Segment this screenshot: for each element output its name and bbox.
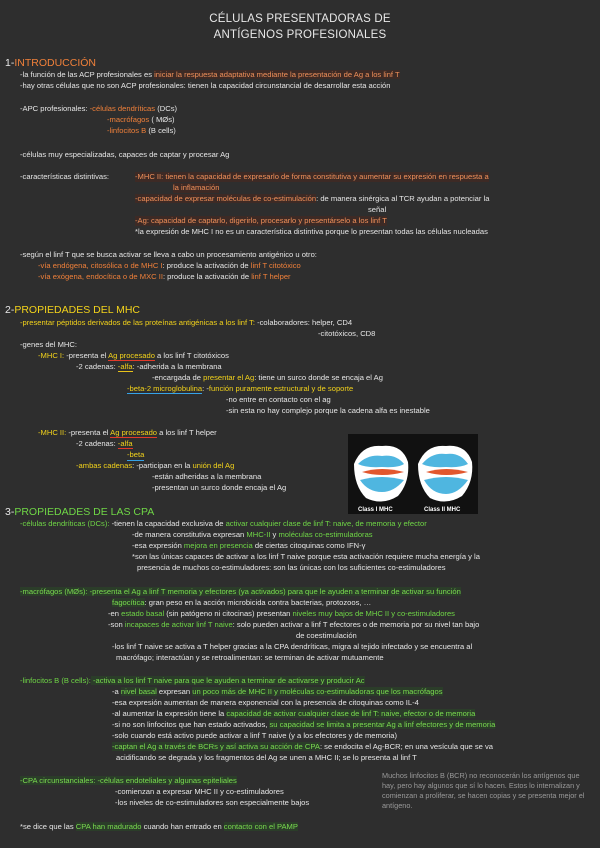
mf-line-6: macrófago; interactúan y se retroalimentan: se terminan de activar mutuamente — [116, 653, 384, 662]
lb-line-2-c: expresan — [156, 687, 193, 696]
mhc-structure-figure — [348, 434, 478, 514]
lb-line-8: acidificando se degrada y los fragmentos del Ag se unen a MHC II; se lo presenta al linf T — [116, 753, 417, 762]
dc-line-2-d: moléculas co-estimuladoras — [278, 530, 373, 539]
dc-label: -células dendríticas (DCs): — [20, 519, 110, 528]
intro-line-1 — [20, 70, 400, 80]
doc-title-line-2: ANTÍGENOS PROFESIONALES — [213, 29, 387, 41]
mf-line-3-a: -en — [108, 609, 122, 618]
mhc1-label: -MHC I: — [38, 351, 65, 360]
maturation-b: CPA han madurado — [75, 822, 142, 831]
mhc-genes: -genes del MHC: — [20, 340, 77, 349]
mhc2-ag-processed: Ag procesado — [110, 428, 158, 437]
mhc1-ag-processed: Ag procesado — [108, 351, 155, 360]
mhc-function-a: -presentar péptidos derivados de las proteínas antigénicas a los linf T: — [20, 318, 255, 327]
endogenous-pathway — [38, 261, 301, 271]
section-3-heading — [5, 506, 154, 519]
mf-line-2 — [112, 598, 371, 608]
dc-line-3-c: de ciertas citoquinas como IFN-γ — [252, 541, 366, 550]
dc-line-1 — [20, 519, 427, 529]
section-3-title: PROPIEDADES DE LAS CPA — [14, 506, 155, 518]
dc-line-2-a: -de manera constitutiva expresan — [132, 530, 247, 539]
mhc2-beta: -beta — [127, 450, 145, 459]
apc-dendritic-abbr: (DCs) — [155, 104, 178, 113]
intro-line-1-a: -la función de las ACP profesionales es — [20, 70, 155, 79]
doc-title-line-1: CÉLULAS PRESENTADORAS DE — [209, 13, 391, 25]
characteristic-costim-a: -capacidad de expresar moléculas de co-estimulación — [135, 194, 317, 203]
dc-line-4: *son las únicas capaces de activar a los linf T naive porque esta activación requiere mucha energía y la — [132, 552, 480, 561]
mhc2-chains-label: -2 cadenas: — [76, 439, 118, 448]
lb-line-6: -solo cuando está activo puede activar a linf T naive (y a los efectores y de memoria) — [112, 731, 398, 740]
mf-line-4-cont: de coestimulación — [296, 631, 357, 640]
cpa-circ-line-3: -los niveles de co-estimuladores son especialmente bajos — [115, 798, 310, 807]
mf-line-4-b: incapaces de activar linf T naive — [124, 620, 233, 629]
lb-line-2-d: un poco más de MHC II y moléculas co-estimuladoras que los macrófagos — [192, 687, 443, 696]
mhc-function-b: -colaboradores: helper, CD4 — [254, 318, 353, 327]
apc-lymphocyte-b — [107, 126, 176, 136]
characteristic-costim — [135, 194, 489, 204]
mf-line-3-d: niveles muy bajos de MHC II y co-estimuladores — [292, 609, 455, 618]
mhc1-structure — [354, 446, 408, 502]
mhc1-presents-a: -presenta el — [64, 351, 109, 360]
cpa-circ-line-1 — [20, 776, 237, 786]
side-note: Muchos linfocitos B (BCR) no reconocerán los antígenos que hay, pero hay algunos que sí lo hacen. Estos lo internalizan y comienzan a proliferar, se hacen copias y se presenta mejor el antígeno. — [382, 771, 585, 810]
lb-line-7-b: : se endocita el Ag-BCR; en una vesícula que se va — [319, 742, 494, 751]
lb-line-5 — [112, 720, 495, 730]
mhc2-label: -MHC II: — [38, 428, 67, 437]
maturation-line — [20, 822, 298, 832]
lb-line-7-a: -captan el Ag a través de BCRs y así activa su acción de CPA — [112, 742, 320, 751]
mhc1-presents — [38, 351, 229, 361]
characteristic-mhc2-cont: la inflamación — [173, 183, 220, 192]
section-2-number: 2- — [5, 304, 15, 316]
apc-label-text: -APC profesionales: — [20, 104, 90, 113]
lb-line-4-a: -al aumentar la expresión tiene la — [112, 709, 227, 718]
mhc1-alpha: -alfa — [117, 362, 133, 371]
lb-line-3: -esa expresión aumentan de manera exponencial con la presencia de citoquinas como IL-4 — [112, 698, 419, 707]
mhc2-both-chains — [76, 461, 234, 471]
exogenous-pathway-name: -vía exógena, endocítica o de MXC II — [38, 272, 163, 281]
characteristics-label: -características distintivas: — [20, 172, 110, 181]
apc-lymphocyte-b-name: -linfocitos B — [107, 126, 147, 135]
mhc1-beta2-name: -beta-2 microglobulina — [127, 384, 203, 393]
mf-line-3-b: estado basal — [121, 609, 165, 618]
maturation-c: cuando han entrado en — [141, 822, 224, 831]
mf-line-5: -los linf T naive se activa a T helper gracias a la CPA dendríticas, migra al tejido infectado y se encuentra al — [112, 642, 473, 651]
mf-line-2-a: fagocítica — [112, 598, 145, 607]
dc-line-1-a: -tienen la capacidad exclusiva de — [109, 519, 226, 528]
mhc-function — [20, 318, 352, 328]
mhc1-alpha-present-a: -encargada de — [152, 373, 204, 382]
cpa-circ-label: -CPA circunstanciales: — [20, 776, 96, 785]
mhc2-groove: -presentan un surco donde encaja el Ag — [152, 483, 287, 492]
mf-line-2-b: : gran peso en la acción microbicida contra bacterias, protozoos, … — [144, 598, 372, 607]
mhc1-figure-label: Class I MHC — [358, 507, 393, 513]
mf-label: -macrófagos (MØs): — [20, 587, 88, 596]
mhc1-beta2-no-contact: -no entre en contacto con el ag — [226, 395, 331, 404]
cpa-circ-line-2: -comienzan a expresar MHC II y co-estimuladores — [115, 787, 284, 796]
mhc2-both-a: : -participan en la — [132, 461, 193, 470]
mf-line-4-c: : solo pueden activar a linf T efectores o de memoria por su nivel tan bajo — [232, 620, 480, 629]
lb-line-1 — [20, 676, 365, 686]
lb-line-2-b: nivel basal — [120, 687, 157, 696]
exogenous-pathway — [38, 272, 291, 282]
apc-dendritic: -células dendríticas — [89, 104, 156, 113]
mhc2-membrane: -están adheridas a la membrana — [152, 472, 262, 481]
characteristic-costim-cont: señal — [368, 205, 387, 214]
mhc2-figure-label: Class II MHC — [424, 507, 461, 513]
dc-line-2-b: MHC-II — [246, 530, 271, 539]
intro-line-1-b: iniciar la respuesta adaptativa mediante la presentación de Ag a los linf T — [154, 70, 400, 79]
lb-line-2 — [112, 687, 443, 697]
dc-line-5: presencia de muchos co-estimuladores: son las únicas con los suficientes co-estimuladores — [137, 563, 446, 572]
apc-macrophage — [107, 115, 175, 125]
mhc2-presents-a: -presenta el — [66, 428, 111, 437]
mhc1-presents-b: a los linf T citotóxicos — [154, 351, 229, 360]
mhc1-chains — [76, 362, 222, 372]
dc-line-2 — [132, 530, 373, 540]
lb-line-4-b: capacidad de activar cualquier clase de linf T: naive, efector o de memoria — [226, 709, 476, 718]
processing-intro: -según el linf T que se busca activar se lleva a cabo un procesamiento antigénico u otro: — [20, 250, 317, 259]
mhc2-alpha: -alfa — [117, 439, 133, 448]
apc-macrophage-abbr: ( MØs) — [149, 115, 175, 124]
exogenous-pathway-target: linf T helper — [251, 272, 291, 281]
mhc1-alpha-present — [152, 373, 383, 383]
mhc2-both-b: unión del Ag — [192, 461, 235, 470]
section-2-heading — [5, 304, 140, 317]
dc-line-3-b: mejora en presencia — [183, 541, 253, 550]
mhc1-alpha-present-c: : tiene un surco donde se encaja el Ag — [254, 373, 383, 382]
mhc1-beta2 — [127, 384, 353, 394]
dc-line-3 — [132, 541, 365, 551]
mhc2-chains — [76, 439, 133, 449]
mhc1-chains-label: -2 cadenas: — [76, 362, 118, 371]
apc-lymphocyte-b-abbr: (B cells) — [146, 126, 176, 135]
dc-line-2-c: y — [270, 530, 279, 539]
characteristic-costim-b: : de manera sinérgica al TCR ayudan a potenciar la — [316, 194, 490, 203]
mhc2-both-label: -ambas cadenas — [76, 461, 133, 470]
endogenous-pathway-name: -vía endógena, citosólica o de MHC I — [38, 261, 163, 270]
characteristic-mhc2: -MHC II: tienen la capacidad de expresarlo de forma constitutiva y aumentar su expresión en respuesta a — [135, 172, 489, 181]
mf-line-4 — [108, 620, 479, 630]
mhc2-presents-b: a los linf T helper — [157, 428, 217, 437]
lb-line-1-text: -activa a los linf T naive para que le ayuden a terminar de activarse y producir Ac — [90, 676, 365, 685]
lb-line-7 — [112, 742, 493, 752]
section-1-heading — [5, 57, 96, 70]
section-1-number: 1- — [5, 57, 15, 69]
exogenous-pathway-desc: : produce la activación de — [162, 272, 252, 281]
lb-line-5-b: su capacidad se limita a presentar Ag a linf efectores y de memoria — [269, 720, 496, 729]
mhc2-presents — [38, 428, 217, 438]
section-2-title: PROPIEDADES DEL MHC — [14, 304, 140, 316]
mhc-structure-svg — [348, 434, 478, 514]
section-1-title: INTRODUCCIÓN — [14, 57, 97, 69]
mhc1-beta2-sep: : - — [202, 384, 209, 393]
lb-line-2-a: -a — [112, 687, 121, 696]
mhc2-structure — [418, 446, 472, 502]
dc-line-1-b: activar cualquier clase de linf T: naive, de memoria y efector — [225, 519, 427, 528]
cpa-circ-line-1-text: -células endoteliales y algunas epiteliales — [95, 776, 237, 785]
mf-line-3-c: (sin patógeno ni citocinas) presentan — [164, 609, 293, 618]
mhc-function-cd8: -citotóxicos, CD8 — [318, 329, 376, 338]
section-3-number: 3- — [5, 506, 15, 518]
characteristic-note: *la expresión de MHC I no es un característica distintiva porque lo presentan todas las células nucleadas — [135, 227, 488, 236]
endogenous-pathway-target: linf T citotóxico — [250, 261, 301, 270]
mf-line-1-text: -presenta el Ag a linf T memoria y efectores (ya activados) para que le ayuden a terminar de activar su función — [87, 587, 461, 596]
mhc1-alpha-membrane: : -adherida a la membrana — [132, 362, 222, 371]
lb-label: -linfocitos B (B cells): — [20, 676, 91, 685]
mhc1-beta2-unstable: -sin esta no hay complejo porque la cadena alfa es inestable — [226, 406, 430, 415]
maturation-d: contacto con el PAMP — [223, 822, 298, 831]
mhc1-beta2-function: función puramente estructural y de soporte — [208, 384, 354, 393]
lb-line-4 — [112, 709, 475, 719]
dc-line-3-a: -esa expresión — [132, 541, 184, 550]
lb-line-5-a: -si no son linfocitos que han estado activados, — [112, 720, 270, 729]
maturation-a: *se dice que las — [20, 822, 76, 831]
mf-line-3 — [108, 609, 455, 619]
apc-label — [20, 104, 177, 114]
mf-line-4-a: -son — [108, 620, 125, 629]
endogenous-pathway-desc: : produce la activación de — [162, 261, 251, 270]
apc-macrophage-name: -macrófagos — [107, 115, 150, 124]
intro-line-2: -hay otras células que no son ACP profesionales: tienen la capacidad circunstancial de desarrollar esta acción — [20, 81, 391, 90]
intro-line-3: -células muy especializadas, capaces de captar y procesar Ag — [20, 150, 230, 159]
mf-line-1 — [20, 587, 461, 597]
mhc1-alpha-present-b: presentar el Ag — [203, 373, 255, 382]
characteristic-ag: -Ag: capacidad de captarlo, digerirlo, procesarlo y presentárselo a los linf T — [135, 216, 387, 225]
